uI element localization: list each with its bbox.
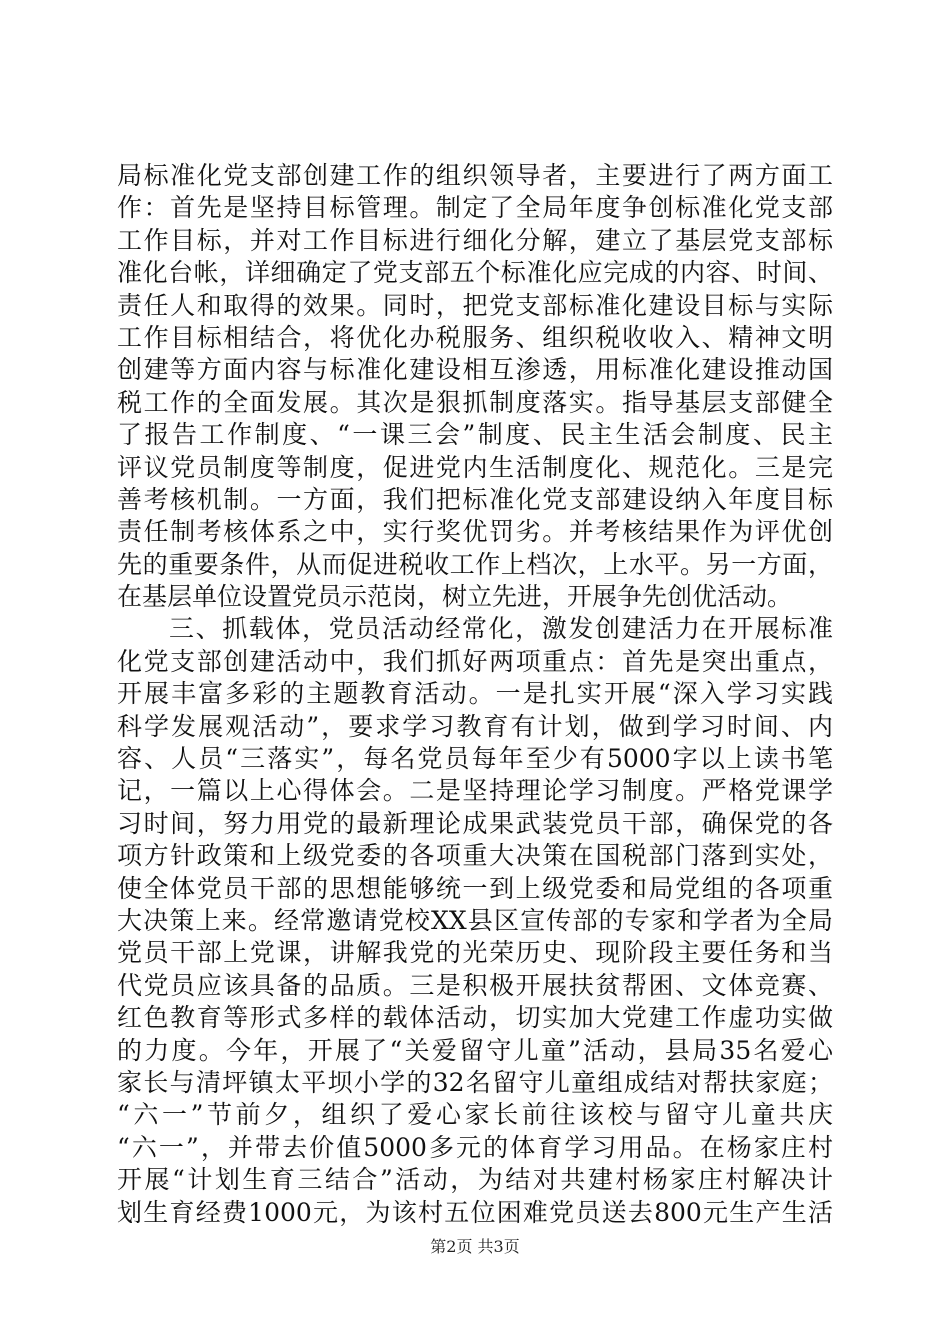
text-line: 记，一篇以上心得体会。二是坚持理论学习制度。严格党课学 — [117, 776, 833, 806]
text-line: 使全体党员干部的思想能够统一到上级党委和局党组的各项重 — [117, 873, 833, 903]
text-line: 代党员应该具备的品质。三是积极开展扶贫帮困、文体竞赛、 — [117, 970, 833, 1000]
text-line: 大决策上来。经常邀请党校XX县区宣传部的专家和学者为全局 — [117, 905, 833, 935]
text-line: 责任制考核体系之中，实行奖优罚劣。并考核结果作为评优创 — [117, 517, 833, 547]
text-line: 在基层单位设置党员示范岗，树立先进，开展争先创优活动。 — [117, 582, 793, 612]
text-line: 红色教育等形式多样的载体活动，切实加大党建工作虚功实做 — [117, 1003, 833, 1033]
text-line: 局标准化党支部创建工作的组织领导者，主要进行了两方面工 — [117, 161, 833, 190]
text-line: “六一”，并带去价值5000多元的体育学习用品。在杨家庄村 — [117, 1132, 833, 1162]
text-line: 划生育经费1000元，为该村五位困难党员送去800元生产生活 — [117, 1197, 833, 1227]
text-line: 创建等方面内容与标准化建设相互渗透，用标准化建设推动国 — [117, 355, 833, 385]
text-line: 开展丰富多彩的主题教育活动。一是扎实开展“深入学习实践 — [117, 679, 833, 709]
text-line: 党员干部上党课，讲解我党的光荣历史、现阶段主要任务和当 — [117, 938, 833, 968]
text-line: 家长与清坪镇太平坝小学的32名留守儿童组成结对帮扶家庭； — [117, 1067, 833, 1097]
text-line: 开展“计划生育三结合”活动，为结对共建村杨家庄村解决计 — [117, 1165, 833, 1195]
text-line: 化党支部创建活动中，我们抓好两项重点：首先是突出重点， — [117, 646, 833, 676]
page-number-footer: 第2页 共3页 — [430, 1237, 520, 1256]
text-line: 科学发展观活动”，要求学习教育有计划，做到学习时间、内 — [117, 711, 833, 741]
text-line: 评议党员制度等制度，促进党内生活制度化、规范化。三是完 — [117, 452, 833, 482]
text-line: 善考核机制。一方面，我们把标准化党支部建设纳入年度目标 — [117, 484, 833, 514]
text-line: 了报告工作制度、“一课三会”制度、民主生活会制度、民主 — [117, 420, 833, 450]
text-line: 工作目标，并对工作目标进行细化分解，建立了基层党支部标 — [117, 225, 833, 255]
section-heading-line: 三、抓载体，党员活动经常化，激发创建活力在开展标准 — [169, 614, 833, 644]
text-line: 税工作的全面发展。其次是狠抓制度落实。指导基层支部健全 — [117, 387, 833, 417]
text-line: 习时间，努力用党的最新理论成果武装党员干部，确保党的各 — [117, 808, 833, 838]
text-line: 项方针政策和上级党委的各项重大决策在国税部门落到实处， — [117, 841, 833, 871]
text-line: 准化台帐，详细确定了党支部五个标准化应完成的内容、时间、 — [117, 258, 833, 288]
text-line: 作：首先是坚持目标管理。制定了全局年度争创标准化党支部 — [117, 193, 833, 223]
text-line: 容、人员“三落实”，每名党员每年至少有5000字以上读书笔 — [117, 744, 833, 774]
text-line: 先的重要条件，从而促进税收工作上档次，上水平。另一方面， — [117, 549, 833, 579]
text-line: 的力度。今年，开展了“关爱留守儿童”活动，县局35名爱心 — [117, 1035, 833, 1065]
text-line: 责任人和取得的效果。同时，把党支部标准化建设目标与实际 — [117, 290, 833, 320]
text-line: “六一”节前夕，组织了爱心家长前往该校与留守儿童共庆 — [117, 1100, 833, 1130]
body-text — [117, 160, 833, 1229]
text-line: 工作目标相结合，将优化办税服务、组织税收收入、精神文明 — [117, 322, 833, 352]
